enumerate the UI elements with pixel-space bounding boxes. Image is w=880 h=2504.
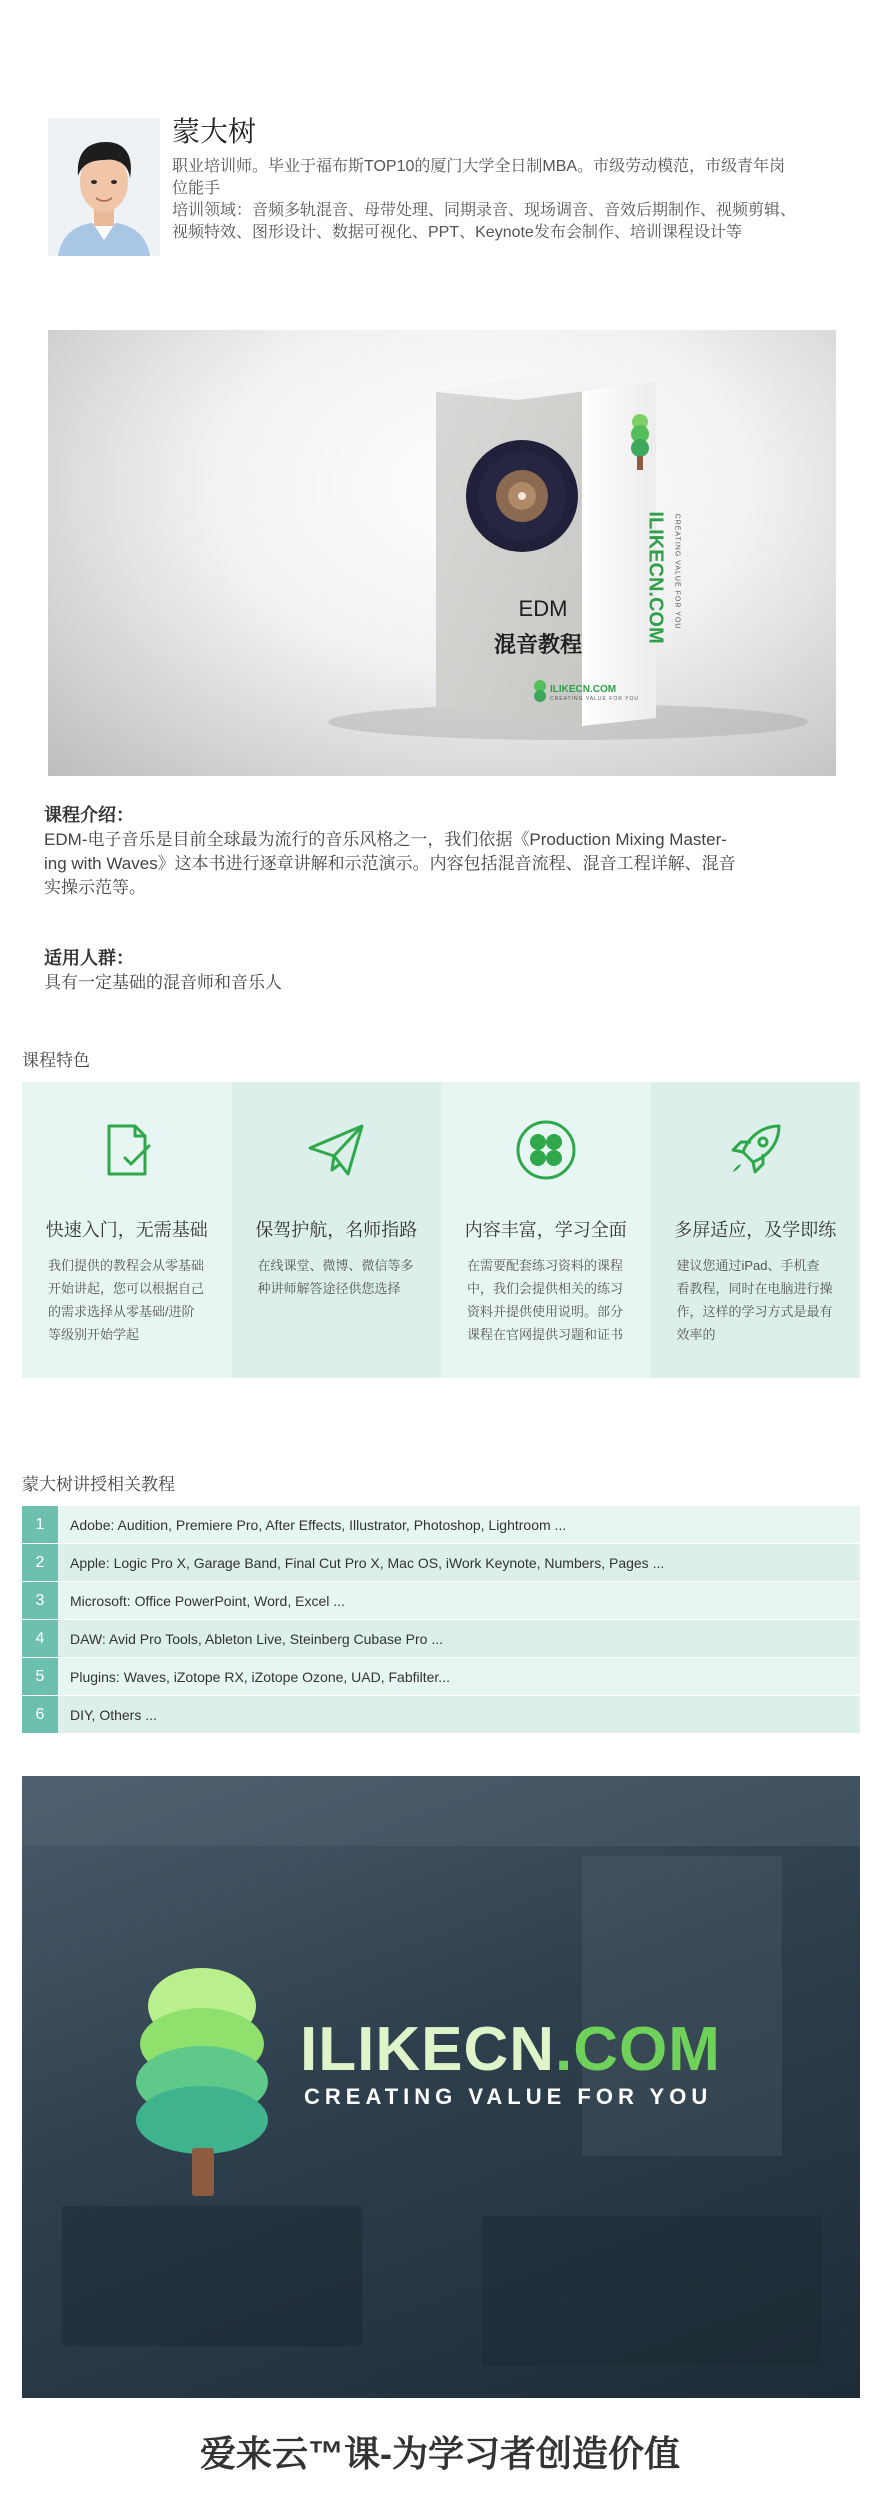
feature-title: 内容丰富，学习全面 (464, 1220, 627, 1240)
courses-list (22, 1506, 860, 1734)
feature-desc-line: 中，我们会提供相关的练习 (467, 1281, 624, 1296)
paper-plane-icon (304, 1118, 368, 1182)
brand-name (300, 2014, 721, 2085)
box-logo-sub: CREATING VALUE FOR YOU (550, 696, 639, 702)
feature-desc-line: 在线课堂、微博、微信等多 (257, 1258, 414, 1273)
course-text: Apple: Logic Pro X, Garage Band, Final Cut Pro X, Mac OS, iWork Keynote, Numbers, Pages ... (70, 1554, 665, 1571)
brand-name-suffix: .COM (555, 2015, 721, 2084)
feature-desc-line: 等级别开始学起 (48, 1327, 140, 1342)
feature-desc-line: 资料并提供使用说明。部分 (467, 1304, 624, 1319)
profile-section (48, 112, 848, 262)
course-number: 5 (22, 1658, 58, 1695)
document-check-icon (95, 1118, 159, 1182)
feature-desc-line: 种讲师解答途径供您选择 (257, 1281, 401, 1296)
feature-desc-line: 开始讲起，您可以根据自己 (48, 1281, 205, 1296)
course-text: Adobe: Audition, Premiere Pro, After Effects, Illustrator, Photoshop, Lightroom ... (70, 1516, 567, 1533)
list-item (22, 1696, 860, 1733)
intro-text: EDM-电子音乐是目前全球最为流行的音乐风格之一，我们依据《Production Mixing Master- (44, 830, 727, 849)
box-spine-sub: CREATING VALUE FOR YOU (673, 513, 681, 630)
course-number: 2 (22, 1544, 58, 1581)
intro-text: ing with Waves》这本书进行逐章讲解和示范演示。内容包括混音流程、混音工程详解、混音 (44, 854, 736, 873)
list-item (22, 1506, 860, 1543)
course-text: DIY, Others ... (70, 1706, 157, 1723)
course-number: 6 (22, 1696, 58, 1733)
feature-desc-line: 建议您通过iPad、手机查 (676, 1258, 820, 1273)
feature-title: 多屏适应，及学即练 (674, 1220, 837, 1240)
list-item (22, 1658, 860, 1695)
brand-name-prefix: ILIKECN (300, 2015, 555, 2084)
list-item (22, 1620, 860, 1657)
profile-line: 视频特效、图形设计、数据可视化、PPT、Keynote发布会制作、培训课程设计等 (172, 224, 742, 241)
course-text: DAW: Avid Pro Tools, Ableton Live, Steinberg Cubase Pro ... (70, 1630, 444, 1647)
box-logo-text: ILIKECN.COM (550, 684, 617, 695)
audience-text: 具有一定基础的混音师和音乐人 (44, 973, 282, 992)
rocket-icon (723, 1118, 787, 1182)
brand-slogan: CREATING VALUE FOR YOU (304, 2084, 713, 2109)
course-number: 3 (22, 1582, 58, 1619)
feature-desc-line: 效率的 (676, 1327, 716, 1342)
target-audience (44, 945, 836, 995)
feature-desc (48, 1254, 206, 1346)
course-intro (44, 802, 836, 900)
tree-logo-icon (136, 1968, 268, 2196)
audience-label: 适用人群： (44, 948, 134, 968)
course-number: 4 (22, 1620, 58, 1657)
clover-icon (514, 1118, 578, 1182)
features-grid (22, 1082, 860, 1378)
profile-name: 蒙大树 (172, 116, 257, 147)
feature-desc-line: 我们提供的教程会从零基础 (48, 1258, 205, 1273)
feature-desc-line: 的需求选择从零基础/进阶 (48, 1304, 195, 1319)
feature-desc-line: 看教程，同时在电脑进行操 (676, 1281, 833, 1296)
box-title-line1: EDM (518, 596, 568, 621)
footer-slogan: 爱来云™课-为学习者创造价值 (200, 2433, 680, 2474)
course-text: Microsoft: Office PowerPoint, Word, Excel ... (70, 1592, 345, 1609)
avatar (48, 118, 160, 256)
list-item (22, 1582, 860, 1619)
feature-desc (258, 1254, 416, 1300)
feature-card (232, 1082, 442, 1378)
feature-desc-line: 课程在官网提供习题和证书 (467, 1327, 624, 1342)
profile-line: 培训领域：音频多轨混音、母带处理、同期录音、现场调音、音效后期制作、视频剪辑、 (172, 202, 797, 219)
feature-desc-line: 在需要配套练习资料的课程 (467, 1258, 624, 1273)
feature-desc (467, 1254, 625, 1346)
feature-desc-line: 作，这样的学习方式是最有 (676, 1304, 833, 1319)
box-spine-text: ILIKECN.COM (644, 511, 667, 644)
list-item (22, 1544, 860, 1581)
feature-card (651, 1082, 861, 1378)
product-image (48, 330, 836, 776)
features-title: 课程特色 (22, 1051, 90, 1070)
feature-card (22, 1082, 232, 1378)
feature-title: 快速入门，无需基础 (45, 1220, 208, 1240)
feature-title: 保驾护航，名师指路 (255, 1220, 418, 1240)
intro-text: 实操示范等。 (44, 878, 146, 897)
profile-text (172, 112, 848, 244)
feature-desc (677, 1254, 835, 1346)
feature-card (441, 1082, 651, 1378)
course-text: Plugins: Waves, iZotope RX, iZotope Ozone, UAD, Fabfilter... (70, 1668, 450, 1685)
intro-label: 课程介绍： (44, 805, 134, 825)
profile-line: 位能手 (172, 180, 221, 197)
courses-title: 蒙大树讲授相关教程 (22, 1475, 175, 1494)
course-number: 1 (22, 1506, 58, 1543)
box-title-line2: 混音教程 (493, 632, 582, 657)
brand-banner (22, 1776, 860, 2398)
profile-line: 职业培训师。毕业于福布斯TOP10的厦门大学全日制MBA。市级劳动模范，市级青年岗 (172, 158, 786, 175)
